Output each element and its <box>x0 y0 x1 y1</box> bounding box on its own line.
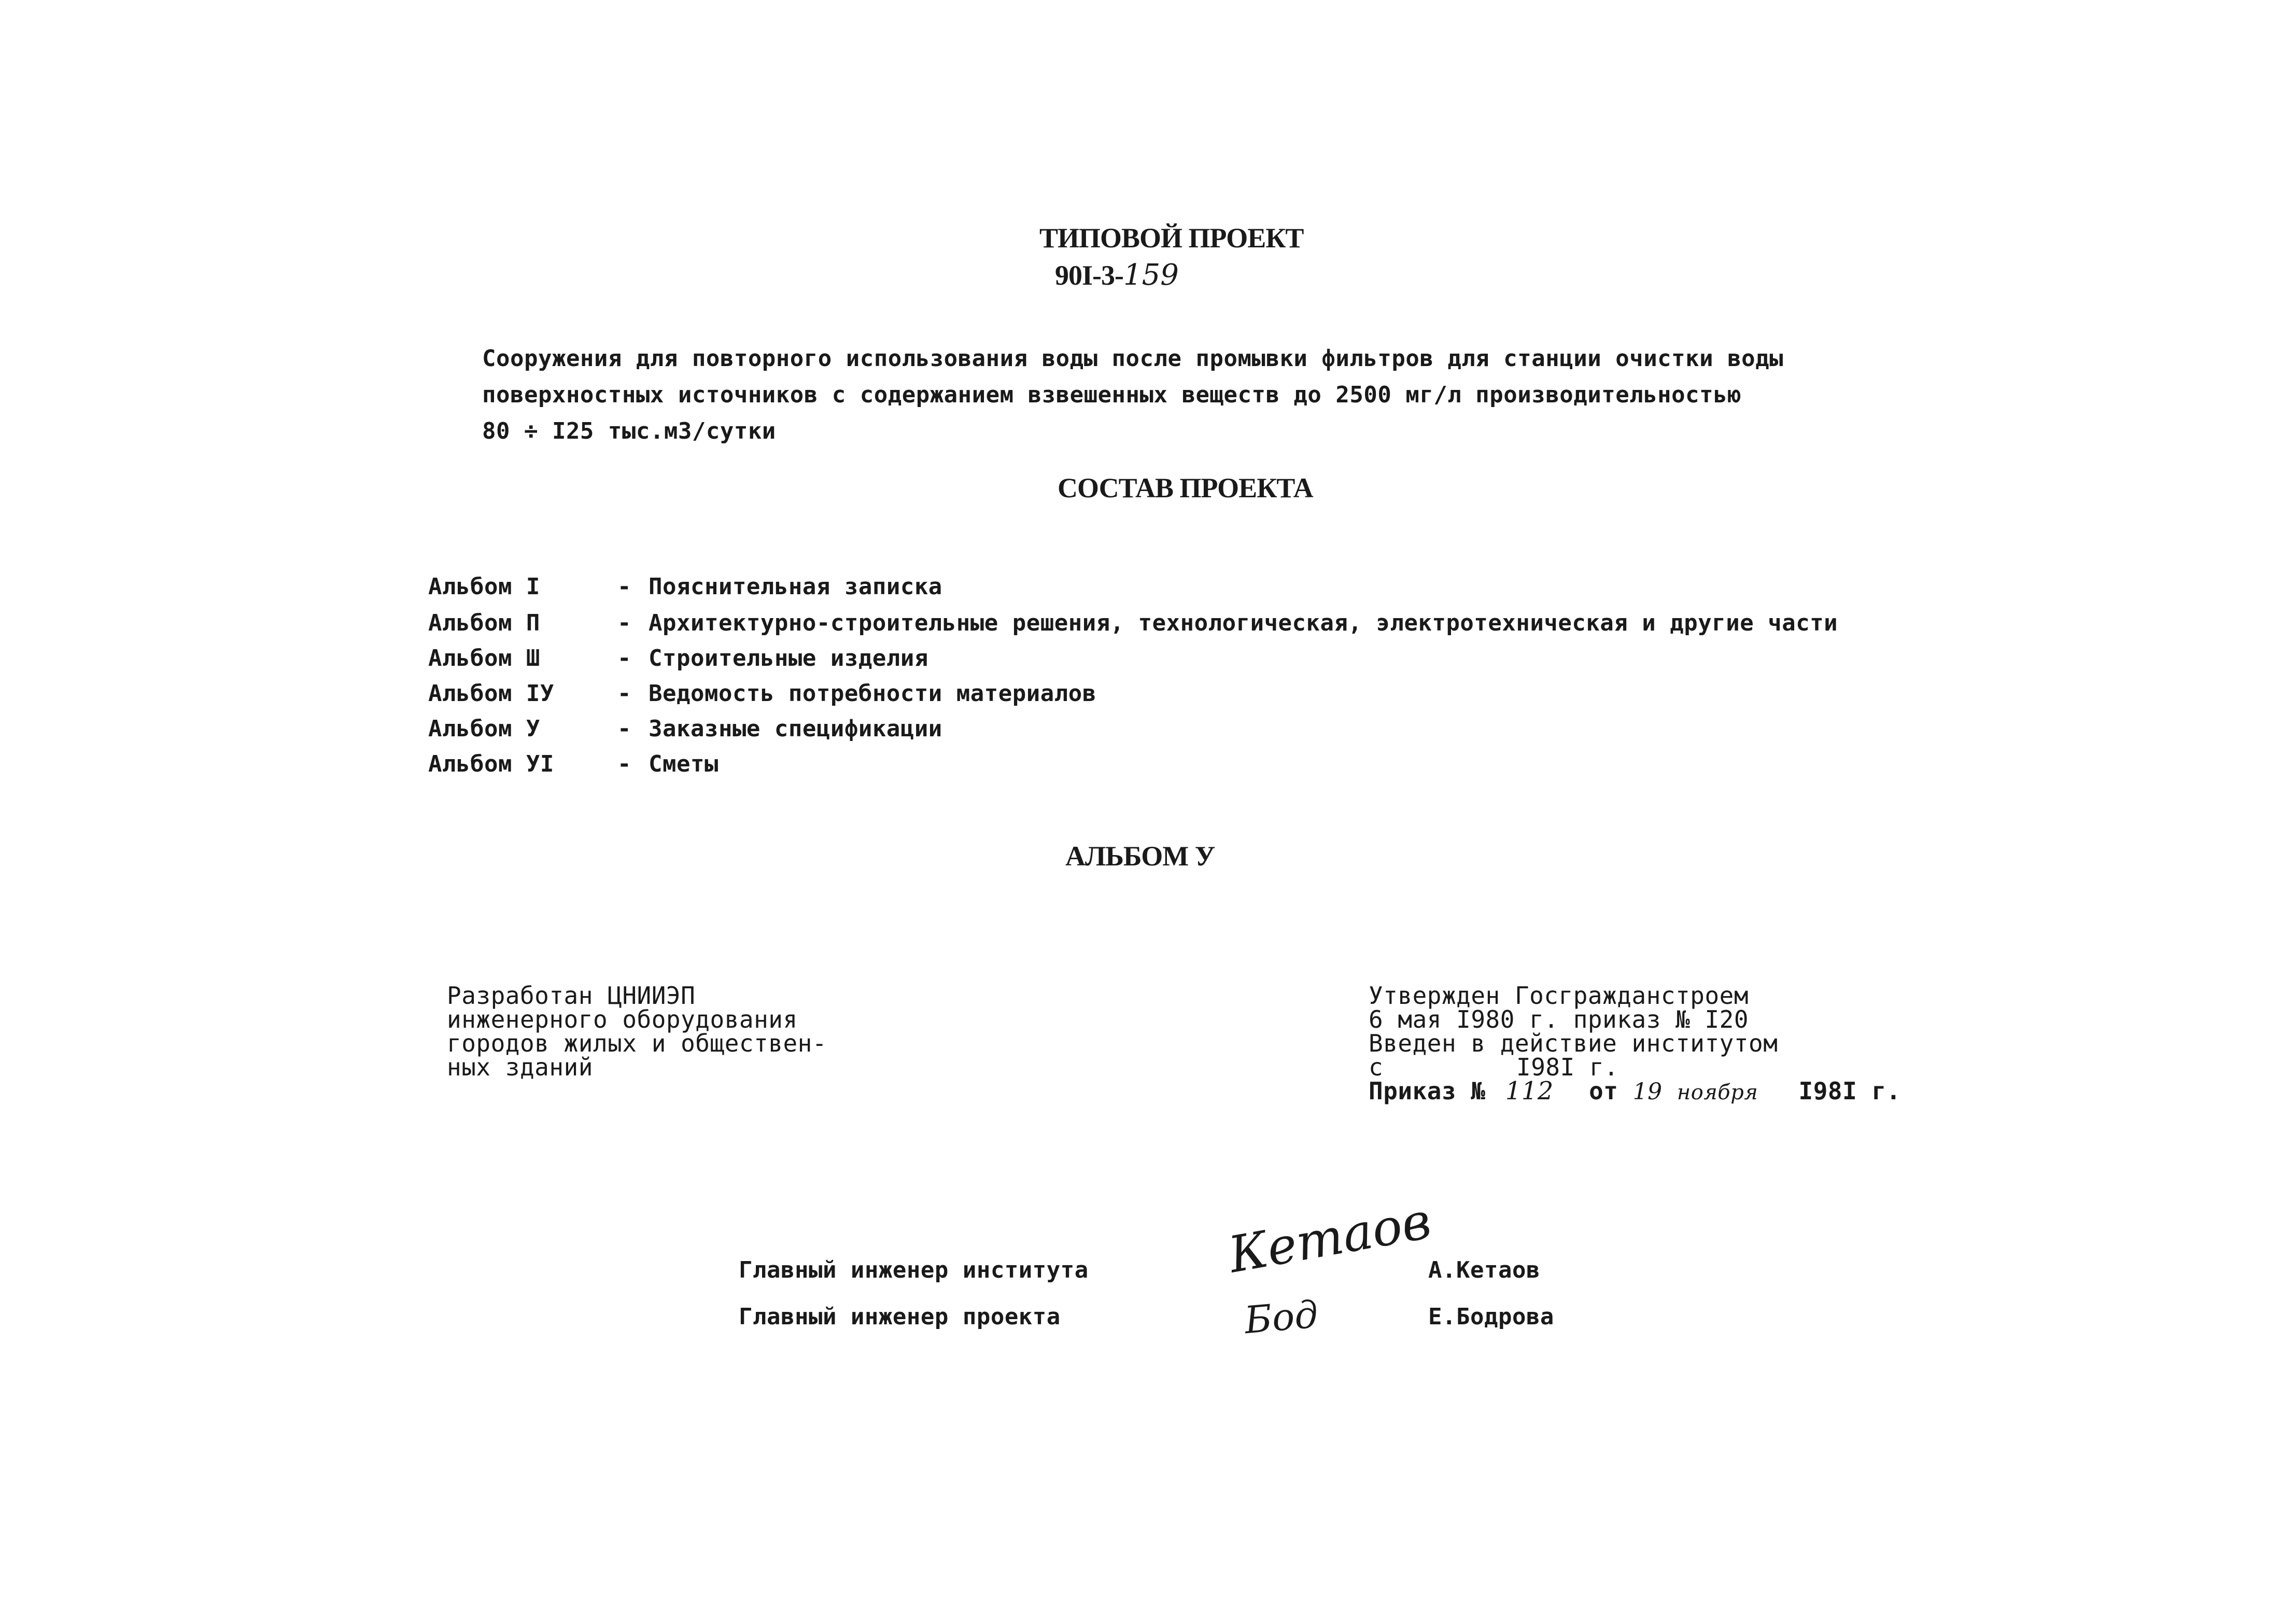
album-text: Пояснительная записка <box>649 573 942 600</box>
album-text: Заказные спецификации <box>649 716 942 742</box>
approval-line-3: Введен в действие институтом <box>1369 1029 1778 1057</box>
signature-name-1: А.Кетаов <box>1428 1257 1540 1283</box>
description-line-2: поверхностных источников с содержанием взвешенных веществ до 2500 мг/л производительностью <box>482 382 1742 408</box>
album-label: Альбом Ш <box>428 645 540 671</box>
order-line <box>1369 1076 1901 1106</box>
album-label: Альбом П <box>428 610 540 636</box>
order-year: I98I г. <box>1798 1077 1901 1105</box>
album-text: Ведомость потребности материалов <box>649 680 1096 707</box>
signature-2 <box>1239 1281 1384 1343</box>
project-code <box>1055 258 1179 292</box>
developed-by-line-3: городов жилых и обществен- <box>447 1029 827 1057</box>
signature-role-2: Главный инженер проекта <box>739 1304 1061 1330</box>
project-code-handwritten: 159 <box>1123 258 1179 292</box>
approval-since-label: с <box>1369 1053 1384 1081</box>
album-label: Альбом I <box>428 573 540 600</box>
album-label: Альбом У <box>428 716 540 742</box>
album-dash: - <box>617 680 631 707</box>
album-label: Альбом УI <box>428 751 554 777</box>
signature-role-1: Главный инженер института <box>739 1257 1089 1283</box>
developed-by-line-1: Разработан ЦНИИЭП <box>447 982 696 1010</box>
signature-name-2: Е.Бодрова <box>1428 1304 1554 1330</box>
order-month: ноября <box>1677 1081 1758 1104</box>
approval-line-4 <box>1369 1053 1619 1081</box>
description-line-1: Сооружения для повторного использования воды после промывки фильтров для станции очистки воды <box>482 345 1784 372</box>
approval-line-1: Утвержден Госгражданстроем <box>1369 982 1749 1010</box>
developed-by-line-2: инженерного оборудования <box>447 1005 798 1033</box>
album-dash: - <box>617 645 631 671</box>
approval-line-2: 6 мая I980 г. приказ № I20 <box>1369 1005 1749 1033</box>
album-title: АЛЬБОМ У <box>1065 841 1215 872</box>
description-line-3: 80 ÷ I25 тыс.м3/сутки <box>482 418 776 444</box>
album-dash: - <box>617 573 631 600</box>
album-text: Строительные изделия <box>649 645 928 671</box>
project-type-heading: ТИПОВОЙ ПРОЕКТ <box>1039 222 1304 254</box>
signature-1-text: Кетаов <box>1224 1191 1435 1284</box>
album-dash: - <box>617 716 631 742</box>
signature-1 <box>1223 1191 1435 1286</box>
approval-since-year: I98I г. <box>1516 1053 1619 1081</box>
developed-by-line-4: ных зданий <box>447 1053 593 1081</box>
album-list <box>428 569 2139 792</box>
order-from: от <box>1589 1077 1618 1105</box>
album-text: Архитектурно-строительные решения, технологическая, электротехническая и другие части <box>649 610 1838 636</box>
order-number: 112 <box>1505 1076 1554 1106</box>
album-dash: - <box>617 610 631 636</box>
album-label: Альбом IУ <box>428 680 554 707</box>
composition-title: СОСТАВ ПРОЕКТА <box>1058 472 1313 503</box>
order-day: 19 <box>1632 1079 1663 1105</box>
album-dash: - <box>617 751 631 777</box>
order-label: Приказ № <box>1369 1077 1486 1105</box>
signature-2-text: Бод <box>1243 1292 1320 1342</box>
project-code-printed: 90I-3- <box>1055 260 1123 291</box>
album-text: Сметы <box>649 751 719 777</box>
